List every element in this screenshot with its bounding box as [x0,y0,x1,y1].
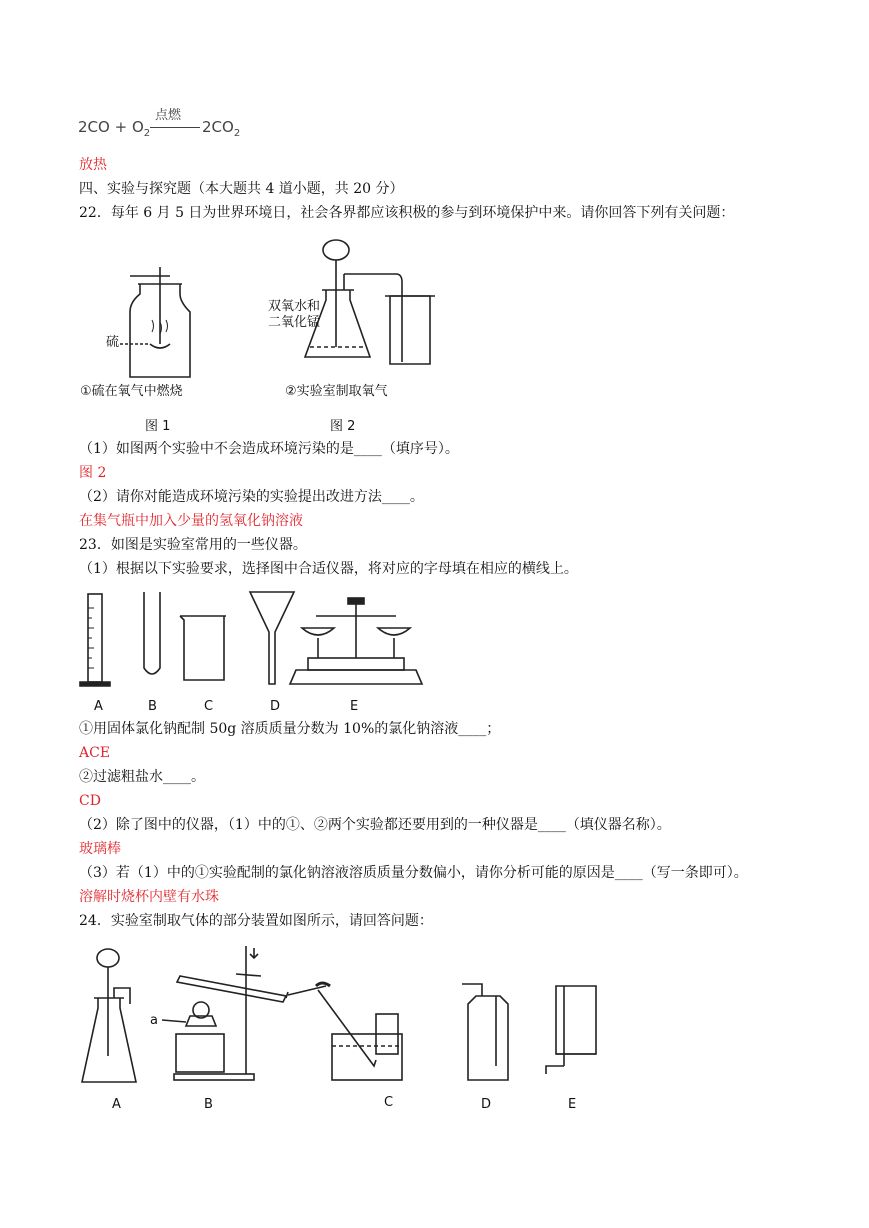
question-23-1b: ②过滤粗盐水____。 [79,769,205,785]
label-24-D: D [481,1097,492,1112]
label-A: A [94,699,103,714]
caption-fig22-2: ②实验室制取氧气 [285,384,388,399]
label-24-A: A [112,1097,121,1112]
apparatus-e-illustration [546,986,596,1074]
answer-22-1: 图 2 [79,465,107,481]
beaker-illustration [180,616,226,680]
sulfur-jar-illustration [120,267,190,377]
question-23-1a: ①用固体氯化钠配制 50g 溶质质量分数为 10%的氯化钠溶液____； [79,721,501,737]
question-23-2: （2）除了图中的仪器，（1）中的①、②两个实验都还要用到的一种仪器是____（填仪器名称）。 [79,817,671,833]
label-h2o2-line2: 二氧化锰 [268,315,321,330]
label-24-C: C [384,1095,394,1110]
answer-23-1b: CD [79,793,101,809]
apparatus-b-illustration [162,946,326,1080]
question-24: 24．实验室制取气体的部分装置如图所示，请回答问题： [79,913,433,929]
caption-fig1: 图 1 [145,419,171,434]
answer-23-3: 溶解时烧杯内壁有水珠 [79,889,219,905]
question-23-1: （1）根据以下实验要求，选择图中合适仪器，将对应的字母填在相应的横线上。 [79,561,578,577]
equation-lhs: $2CO + O_2$ [78,118,151,139]
apparatus-c-illustration [316,983,402,1080]
combustion-equation [78,104,258,140]
label-E: E [350,699,359,714]
question-22: 22．每年 6 月 5 日为世界环境日，社会各界都应该积极的参与到环境保护中来。请你回答下列有关问题： [79,205,735,221]
answer-22-2: 在集气瓶中加入少量的氢氧化钠溶液 [79,513,303,529]
question-23: 23．如图是实验室常用的一些仪器。 [79,537,307,553]
balance-illustration [290,598,422,684]
answer-23-2: 玻璃棒 [79,841,121,857]
equation-arrow [150,127,200,128]
figure-22 [80,232,460,437]
apparatus-d-illustration [462,984,508,1080]
question-22-1: （1）如图两个实验中不会造成环境污染的是____（填序号）。 [79,441,459,457]
equation-rhs: $2CO_2$ [202,118,241,139]
label-24-E: E [568,1097,577,1112]
answer-21: 放热 [79,157,107,173]
apparatus-a-illustration [82,949,136,1082]
label-h2o2-line1: 双氧水和 [268,299,321,314]
label-24-B: B [204,1097,213,1112]
section-heading: 四、实验与探究题（本大题共 4 道小题，共 20 分） [79,181,404,197]
equation-condition: 点燃 [155,108,182,123]
test-tube-illustration [144,592,160,674]
answer-23-1a: ACE [79,745,111,761]
oxygen-generator-illustration [305,240,435,364]
figure-24-apparatus [76,936,606,1116]
label-B: B [148,699,157,714]
caption-fig22-1: ①硫在氧气中燃烧 [80,384,183,399]
funnel-illustration [250,592,294,684]
figure-23-instruments [76,588,426,716]
label-D: D [270,699,281,714]
label-a-part: a [150,1013,158,1028]
label-C: C [204,699,214,714]
label-sulfur: 硫 [106,335,120,350]
question-22-2: （2）请你对能造成环境污染的实验提出改进方法____。 [79,489,424,505]
question-23-3: （3）若（1）中的①实验配制的氯化钠溶液溶质质量分数偏小，请你分析可能的原因是____（写一条即可）。 [79,865,748,881]
graduated-cylinder-illustration [80,594,110,686]
caption-fig2: 图 2 [330,419,356,434]
